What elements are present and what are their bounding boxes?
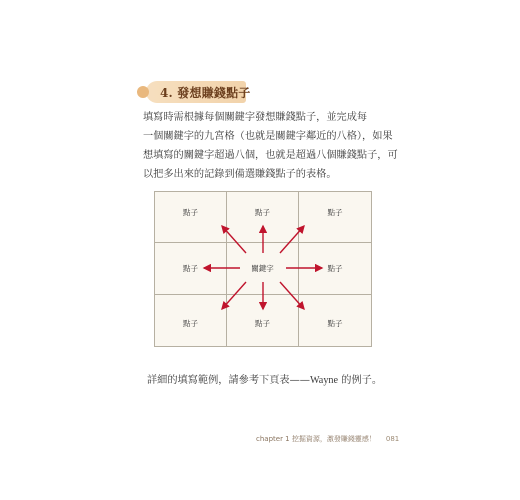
grid-cell-label: 點子	[183, 263, 198, 273]
grid-cell-label: 點子	[183, 207, 198, 217]
grid-cell	[155, 243, 227, 294]
grid-cell-label: 點子	[255, 318, 270, 328]
reference-text-end: 的例子。	[338, 375, 383, 386]
chapter-label: chapter 1 挖掘資源，激發賺錢靈感！	[256, 435, 376, 443]
grid-cell	[299, 243, 371, 294]
paragraph-line: 以把多出來的記錄到備選賺錢點子的表格。	[143, 169, 337, 180]
grid-cell	[299, 192, 371, 243]
grid-cell-label: 點子	[255, 207, 270, 217]
body-paragraph	[143, 108, 398, 184]
grid-cell	[155, 192, 227, 243]
reference-name: Wayne	[310, 375, 339, 386]
grid-cell-label: 點子	[327, 207, 343, 217]
paragraph-line: 想填寫的關鍵字超過八個，也就是超過八個賺錢點子，可	[143, 150, 398, 161]
section-heading	[146, 81, 251, 103]
reference-note	[147, 371, 382, 386]
section-heading-text: 4. 發想賺錢點子	[160, 86, 251, 100]
grid-cell	[155, 295, 227, 346]
grid-cell	[227, 192, 299, 243]
paragraph-line: 填寫時需根據每個關鍵字發想賺錢點子，並完成每	[143, 112, 368, 123]
reference-text: 詳細的填寫範例，請參考下頁表——	[147, 375, 310, 386]
grid-cell	[299, 295, 371, 346]
grid-cell-label: 點子	[183, 318, 198, 328]
paragraph-line: 一個關鍵字的九宮格（也就是關鍵字鄰近的八格），如果	[143, 131, 393, 142]
page-footer	[256, 434, 399, 444]
grid-center-label: 關鍵字	[251, 263, 274, 273]
page-number: 081	[385, 435, 400, 443]
grid-cell-label: 點子	[327, 318, 343, 328]
nine-grid-table	[154, 191, 372, 347]
grid-cell-center	[227, 243, 299, 294]
grid-cell-label: 點子	[327, 263, 343, 273]
grid-cell	[227, 295, 299, 346]
